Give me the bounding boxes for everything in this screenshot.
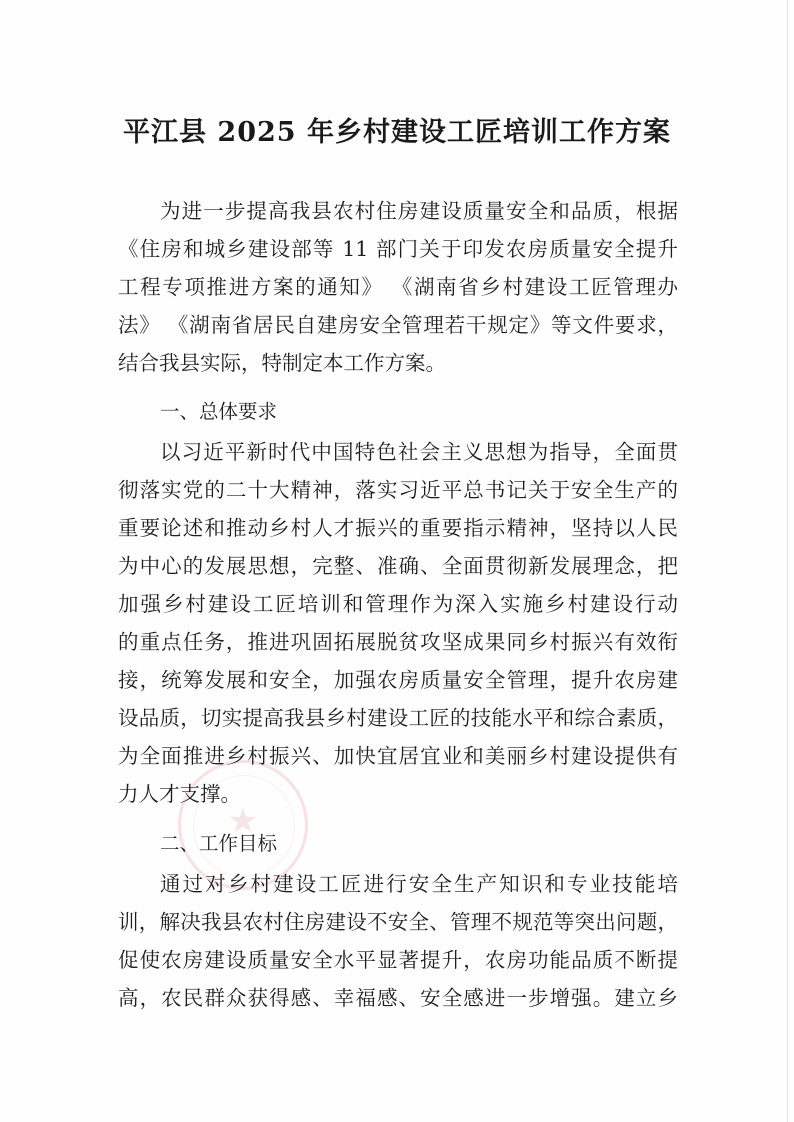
section2-line-3: 促使农房建设质量安全水平显著提升，农房功能品质不断提 bbox=[118, 948, 678, 972]
intro-line-3: 工程专项推进方案的通知》 《湖南省乡村建设工匠管理办 bbox=[118, 275, 678, 299]
section1-line-6: 的重点任务，推进巩固拓展脱贫攻坚成果同乡村振兴有效衔 bbox=[118, 630, 678, 654]
section-heading-general-requirements: 一、总体要求 bbox=[160, 400, 278, 423]
intro-line-1: 为进一步提高我县农村住房建设质量安全和品质，根据 bbox=[160, 199, 678, 223]
page-edge bbox=[787, 0, 788, 1122]
section2-line-1: 通过对乡村建设工匠进行安全生产知识和专业技能培 bbox=[160, 872, 678, 896]
section2-line-2: 训，解决我县农村住房建设不安全、管理不规范等突出问题， bbox=[118, 910, 678, 934]
section1-line-10: 力人才支撑。 bbox=[118, 782, 241, 806]
section1-line-7: 接，统筹发展和安全，加强农房质量安全管理，提升农房建 bbox=[118, 668, 678, 692]
section1-line-3: 重要论述和推动乡村人才振兴的重要指示精神，坚持以人民 bbox=[118, 516, 678, 540]
document-title: 平江县 2025 年乡村建设工匠培训工作方案 bbox=[123, 117, 671, 148]
section-heading-work-goals: 二、工作目标 bbox=[160, 832, 278, 855]
section1-line-5: 加强乡村建设工匠培训和管理作为深入实施乡村建设行动 bbox=[118, 592, 678, 616]
section1-line-9: 为全面推进乡村振兴、加快宜居宜业和美丽乡村建设提供有 bbox=[118, 744, 678, 768]
section1-line-4: 为中心的发展思想，完整、准确、全面贯彻新发展理念，把 bbox=[118, 554, 678, 578]
intro-line-2: 《住房和城乡建设部等 11 部门关于印发农房质量安全提升 bbox=[118, 237, 678, 261]
section1-line-2: 彻落实党的二十大精神，落实习近平总书记关于安全生产的 bbox=[118, 478, 678, 502]
seal-star-icon: ★ bbox=[227, 801, 259, 841]
section1-line-8: 设品质，切实提高我县乡村建设工匠的技能水平和综合素质， bbox=[118, 706, 678, 730]
intro-line-5: 结合我县实际，特制定本工作方案。 bbox=[118, 351, 446, 375]
section2-line-4: 高，农民群众获得感、幸福感、安全感进一步增强。建立乡 bbox=[118, 986, 678, 1010]
intro-line-4: 法》 《湖南省居民自建房安全管理若干规定》等文件要求， bbox=[118, 313, 678, 337]
section1-line-1: 以习近平新时代中国特色社会主义思想为指导，全面贯 bbox=[160, 440, 678, 464]
